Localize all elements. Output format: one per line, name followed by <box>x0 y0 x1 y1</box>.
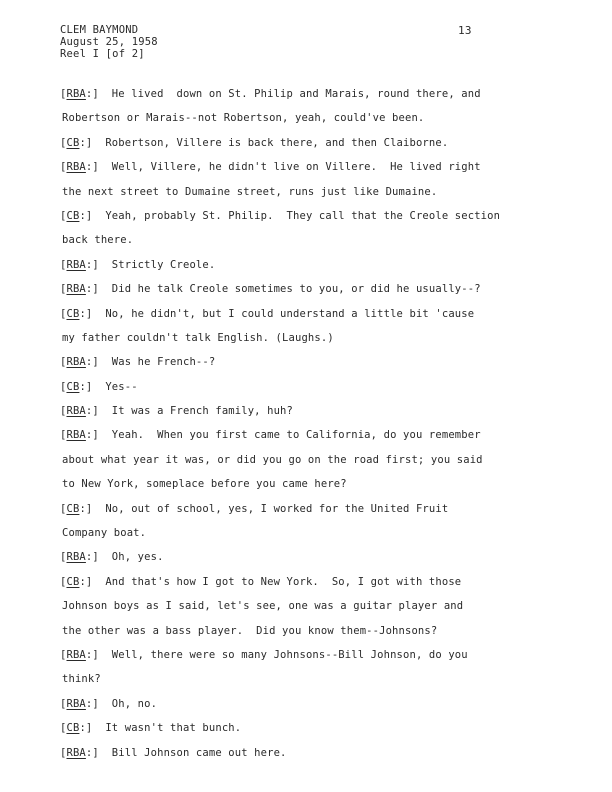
line-text: back there. <box>62 234 134 247</box>
line-text: Robertson, Villere is back there, and then Claiborne. <box>105 136 449 149</box>
line-text: Oh, no. <box>111 697 158 710</box>
line-text: Johnson boys as I said, let's see, one was a guitar player and <box>62 600 464 613</box>
line-text: Strictly Creole. <box>111 258 216 271</box>
line-text: Yeah, probably St. Philip. They call that the Creole section <box>105 209 501 222</box>
line-text: to New York, someplace before you came here? <box>62 478 347 491</box>
speaker-tag: CB <box>66 502 80 515</box>
speaker-tag: CB <box>66 380 80 393</box>
transcript-line <box>60 667 560 691</box>
transcript-line: [RBA:] Was he French--? <box>60 356 216 369</box>
speaker-tag: RBA <box>66 551 86 564</box>
speaker-tag: CB <box>66 136 80 149</box>
transcript-line: [RBA:] He lived down on St. Philip and Marais, round there, and <box>60 88 481 100</box>
line-text: It was a French family, huh? <box>111 405 293 418</box>
speaker-tag: RBA <box>66 356 86 369</box>
transcript-line <box>60 619 560 643</box>
transcript-line: [RBA:] Yeah. When you first came to California, do you remember <box>60 429 481 442</box>
line-text: Robertson or Marais--not Robertson, yeah, could've been. <box>62 112 425 125</box>
line-text: Yeah. When you first came to California, do you remember <box>111 429 481 442</box>
transcript-line: [RBA:] Strictly Creole. <box>60 258 216 271</box>
line-text: And that's how I got to New York. So, I got with those <box>105 575 462 588</box>
transcript-line <box>60 472 560 496</box>
reel-label: Reel I [of 2] <box>60 48 145 60</box>
transcript-line: [CB:] Robertson, Villere is back there, and then Claiborne. <box>60 136 449 149</box>
speaker-tag: RBA <box>66 697 86 710</box>
line-text: He lived down on St. Philip and Marais, round there, and <box>111 88 481 100</box>
speaker-tag: RBA <box>66 429 86 442</box>
interviewee-name: CLEM BAYMOND <box>60 24 139 36</box>
line-text: Did he talk Creole sometimes to you, or did he usually--? <box>111 283 481 296</box>
speaker-tag: CB <box>66 722 80 735</box>
line-text: Was he French--? <box>111 356 216 369</box>
transcript-line <box>60 326 560 350</box>
transcript-line <box>60 180 560 204</box>
speaker-tag: CB <box>66 307 80 320</box>
line-text: Well, there were so many Johnsons--Bill Johnson, do you <box>111 648 468 661</box>
line-text: Oh, yes. <box>111 551 164 564</box>
speaker-tag: RBA <box>66 648 86 661</box>
document-header <box>60 24 158 60</box>
speaker-tag: RBA <box>66 283 86 296</box>
transcript-line: [CB:] No, out of school, yes, I worked for the United Fruit <box>60 502 449 515</box>
speaker-tag: RBA <box>66 258 86 271</box>
line-text: Bill Johnson came out here. <box>111 746 287 759</box>
line-text: think? <box>62 673 101 686</box>
transcript-line: [CB:] And that's how I got to New York. So, I got with those <box>60 575 462 588</box>
interview-date: August 25, 1958 <box>60 36 158 48</box>
transcript-line: [RBA:] Did he talk Creole sometimes to you, or did he usually--? <box>60 283 481 296</box>
transcript-line: [CB:] No, he didn't, but I could understand a little bit 'cause <box>60 307 475 320</box>
transcript-line <box>60 228 560 252</box>
speaker-tag: RBA <box>66 405 86 418</box>
line-text: Well, Villere, he didn't live on Villere. He lived right <box>111 161 481 174</box>
speaker-tag: CB <box>66 575 80 588</box>
line-text: It wasn't that bunch. <box>105 722 242 735</box>
transcript-line: [RBA:] Oh, no. <box>60 697 158 710</box>
page-number: 13 <box>458 24 472 37</box>
transcript-line: [RBA:] Bill Johnson came out here. <box>60 746 287 759</box>
speaker-tag: RBA <box>66 746 86 759</box>
line-text: Yes-- <box>105 380 138 393</box>
line-text: my father couldn't talk English. (Laughs.) <box>62 331 334 344</box>
line-text: the other was a bass player. Did you know them--Johnsons? <box>62 624 438 637</box>
transcript-line: [RBA:] Well, Villere, he didn't live on Villere. He lived right <box>60 161 481 174</box>
line-text: about what year it was, or did you go on the road first; you said <box>62 453 483 466</box>
line-text: the next street to Dumaine street, runs just like Dumaine. <box>62 185 438 198</box>
transcript-line <box>60 521 560 545</box>
transcript-line <box>60 594 560 618</box>
transcript-line: [RBA:] Oh, yes. <box>60 551 164 564</box>
transcript-line: [CB:] Yeah, probably St. Philip. They call that the Creole section <box>60 209 501 222</box>
line-text: No, he didn't, but I could understand a little bit 'cause <box>105 307 475 320</box>
transcript-line: [RBA:] Well, there were so many Johnsons--Bill Johnson, do you <box>60 648 468 661</box>
speaker-tag: CB <box>66 209 80 222</box>
transcript-line <box>60 106 560 130</box>
speaker-tag: RBA <box>66 161 86 174</box>
transcript-line <box>60 448 560 472</box>
transcript-line: [CB:] It wasn't that bunch. <box>60 722 242 735</box>
line-text: Company boat. <box>62 527 147 540</box>
transcript-line: [RBA:] It was a French family, huh? <box>60 405 293 418</box>
transcript-body <box>60 82 560 765</box>
transcript-line: [CB:] Yes-- <box>60 380 138 393</box>
speaker-tag: RBA <box>66 88 86 100</box>
line-text: No, out of school, yes, I worked for the United Fruit <box>105 502 449 515</box>
